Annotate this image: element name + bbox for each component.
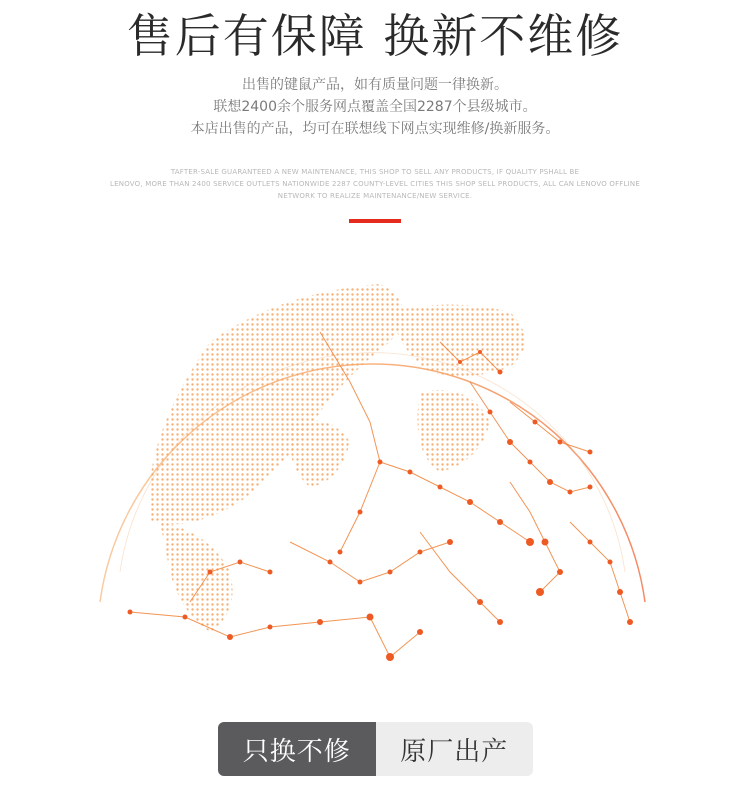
- original-factory-button[interactable]: 原厂出产: [376, 722, 534, 776]
- english-line-1: TAFTER-SALE GUARANTEED A NEW MAINTENANCE, THIS SHOP TO SELL ANY PRODUCTS, IF QUALITY PSHALL BE: [170, 168, 580, 176]
- description-line-1: 出售的键鼠产品，如有质量问题一律换新。: [242, 77, 508, 93]
- accent-divider: [349, 219, 401, 223]
- english-line-3: NETWORK TO REALIZE MAINTENANCE/NEW SERVICE.: [277, 192, 473, 200]
- replace-only-button[interactable]: 只换不修: [218, 722, 376, 776]
- globe-network-illustration: [90, 272, 660, 692]
- english-description: [95, 166, 655, 202]
- english-line-2: LENOVO, MORE THAN 2400 SERVICE OUTLETS NATIONWIDE 2287 COUNTY-LEVEL CITIES THIS SHOP SELL PRODUCTS, ALL CAN LENOVO OFFLINE: [110, 180, 640, 188]
- description-line-2: 联想2400余个服务网点覆盖全国2287个县级城市。: [213, 99, 537, 115]
- description-block: [0, 74, 750, 140]
- feature-buttons: [218, 722, 533, 776]
- description-line-3: 本店出售的产品，均可在联想线下网点实现维修/换新服务。: [190, 121, 560, 137]
- page-title: 售后有保障 换新不维修: [126, 9, 624, 63]
